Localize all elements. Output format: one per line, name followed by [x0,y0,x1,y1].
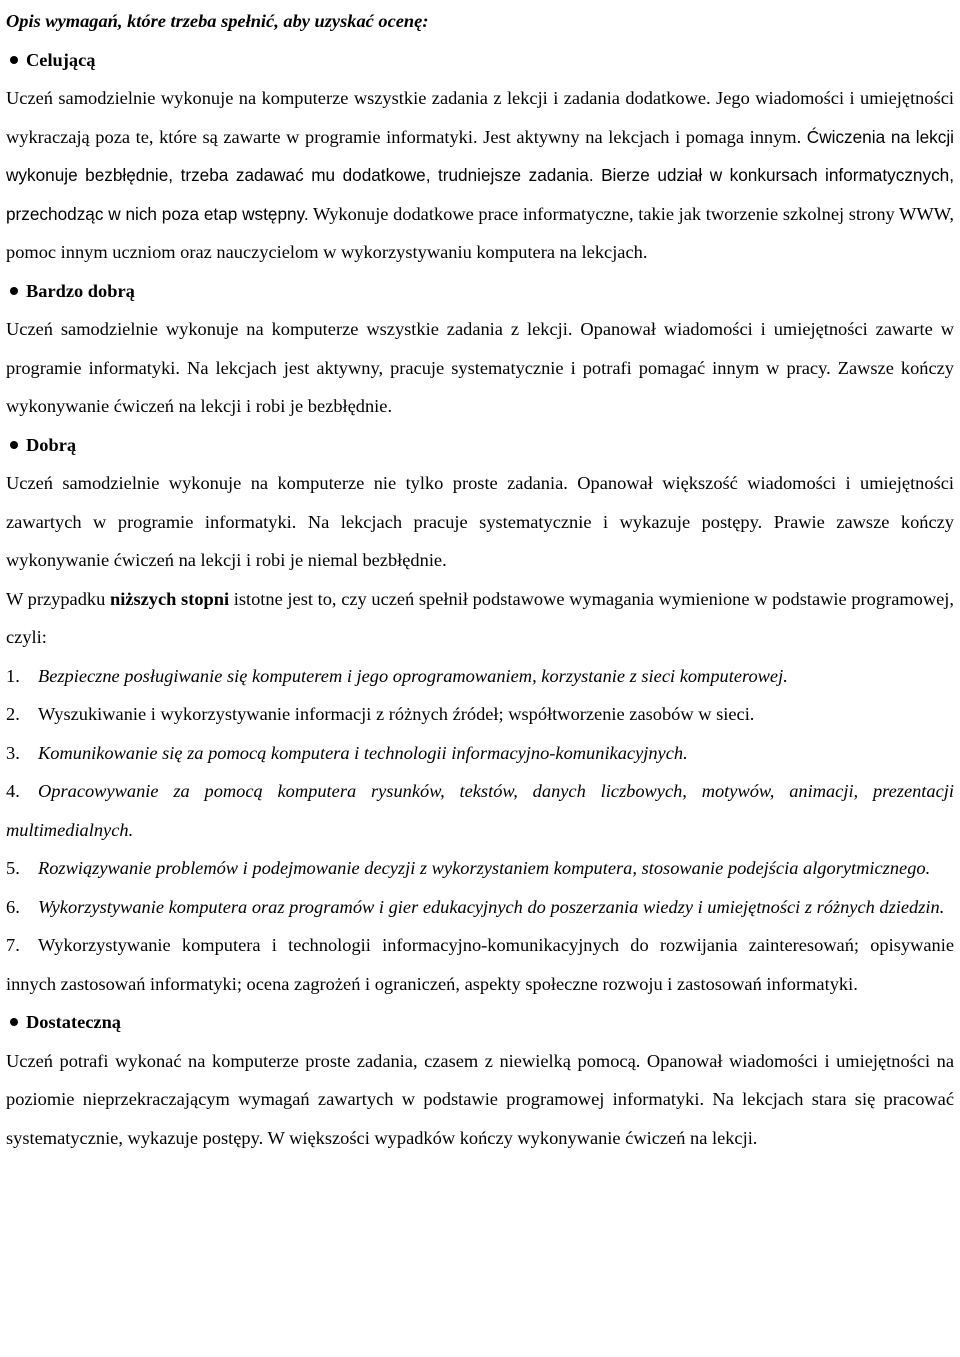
item-text: Wyszukiwanie i wykorzystywanie informacji z różnych źródeł; współtworzenie zasobów w sieci. [38,704,755,724]
list-item [6,888,954,927]
grade-label: Celującą [26,49,96,70]
grade-heading-dostateczna [6,1003,954,1042]
item-text: Bezpieczne posługiwanie się komputerem i jego oprogramowaniem, korzystanie z sieci komputerowej. [38,665,788,686]
item-number: 7. [6,935,20,955]
lower-grades-intro [6,580,954,657]
item-number: 4. [6,781,20,801]
grade-description-celujaca [6,79,954,272]
item-number: 1. [6,665,20,686]
list-item [6,734,954,773]
bullet-icon [10,441,18,449]
item-text: Komunikowanie się za pomocą komputera i technologii informacyjno-komunikacyjnych. [38,742,688,763]
list-item [6,926,954,1003]
document-title: Opis wymagań, które trzeba spełnić, aby uzyskać ocenę: [6,11,429,31]
description-sentence: Uczeń samodzielnie wykonuje na komputerze wszystkie zadania z lekcji i zadania dodatkowe. Jego wiadomości i umiejętności wykraczają poza te, które są zawarte w programie informatyki. Jest aktywny na lekcjach i pomaga innym. [6,88,954,147]
grade-heading-celujaca [6,41,954,80]
intro-emphasis: niższych stopni [109,588,230,609]
item-text: Opracowywanie za pomocą komputera rysunków, tekstów, danych liczbowych, motywów, animacji, prezentacji multimedialnych. [6,781,954,840]
bullet-icon [10,1018,18,1026]
grade-label: Bardzo dobrą [26,280,135,301]
bullet-icon [10,56,18,64]
grade-description-dostateczna: Uczeń potrafi wykonać na komputerze proste zadania, czasem z niewielką pomocą. Opanował wiadomości i umiejętności na poziomie nieprzekraczającym wymagań zawartych w podstawie programowej informatyki. Na lekcjach stara się pracować systematycznie, wykazuje postępy. W większości wypadków kończy wykonywanie ćwiczeń na lekcji. [6,1050,954,1148]
item-text: Wykorzystywanie komputera oraz programów i gier edukacyjnych do poszerzania wiedzy i umiejętności z różnych dziedzin. [38,896,945,917]
requirements-list [6,657,954,1004]
list-item [6,772,954,849]
item-number: 3. [6,742,20,763]
item-number: 2. [6,704,20,724]
grade-label: Dobrą [26,434,77,455]
item-text: Wykorzystywanie komputera i technologii informacyjno-komunikacyjnych do rozwijania zainteresowań; opisywanie innych zastosowań informatyki; ocena zagrożeń i ograniczeń, aspekty społeczne rozwoju i zastosowań informatyki. [6,935,954,994]
list-item [6,849,954,888]
grade-label: Dostateczną [26,1012,121,1032]
grade-description-dobra: Uczeń samodzielnie wykonuje na komputerze nie tylko proste zadania. Opanował większość wiadomości i umiejętności zawartych w programie informatyki. Na lekcjach pracuje systematycznie i wykazuje postępy. Prawie zawsze kończy wykonywanie ćwiczeń na lekcji i robi je niemal bezbłędnie. [6,473,954,570]
bullet-icon [10,287,18,295]
grade-description-bardzo-dobra: Uczeń samodzielnie wykonuje na komputerze wszystkie zadania z lekcji. Opanował wiadomości i umiejętności zawarte w programie informatyki. Na lekcjach jest aktywny, pracuje systematycznie i potrafi pomagać innym w pracy. Zawsze kończy wykonywanie ćwiczeń na lekcji i robi je bezbłędnie. [6,319,954,416]
grade-heading-dobra [6,426,954,465]
item-number: 5. [6,858,20,878]
description-sentence: Ćwiczenia na lekcji wykonuje bezbłędnie, trzeba zadawać mu dodatkowe, trudniejsze zadania. Bierze udział w konkursach informatycznych, przechodząc w nich poza etap wstępny. [6,126,954,224]
intro-before: W przypadku [6,588,110,609]
list-item [6,657,954,696]
description-sentence: Wykonuje dodatkowe prace informatyczne, takie jak tworzenie szkolnej strony WWW, pomoc innym uczniom oraz nauczycielom w wykorzystywaniu komputera na lekcjach. [6,203,954,262]
item-text: Rozwiązywanie problemów i podejmowanie decyzji z wykorzystaniem komputera, stosowanie podejścia algorytmicznego. [38,858,931,878]
item-number: 6. [6,896,20,917]
list-item [6,695,954,734]
grade-heading-bardzo-dobra [6,272,954,311]
intro-after: istotne jest to, czy uczeń spełnił podstawowe wymagania wymienione w podstawie programowej, czyli: [6,588,955,647]
